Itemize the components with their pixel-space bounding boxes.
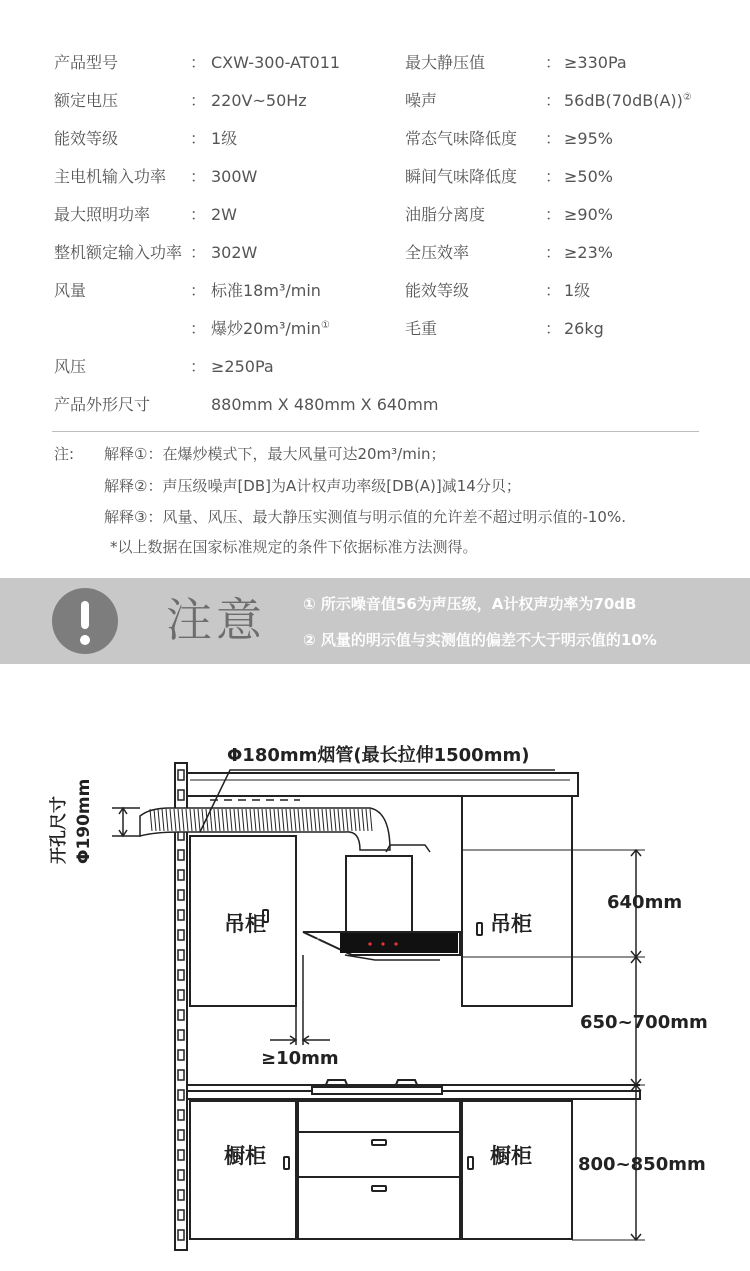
hood-brand: 万家乐 — [305, 939, 321, 945]
upper-cabinet-right-label: 吊柜 — [490, 912, 532, 936]
spec-value-left: 爆炒20m³/min① — [211, 319, 330, 338]
spec-label-left: 风量 — [54, 281, 87, 300]
spec-colon-right: ： — [545, 129, 562, 148]
spec-value-right: 1级 — [564, 281, 591, 300]
spec-value-left: 220V~50Hz — [211, 91, 307, 110]
note-3: 解释③：风量、风压、最大静压实测值与明示值的允许差不超过明示值的-10%. — [104, 508, 626, 526]
lower-cabinet-right-label: 橱柜 — [490, 1144, 532, 1168]
spec-row — [0, 53, 750, 91]
spec-label-right: 瞬间气味降低度 — [405, 167, 518, 186]
spec-value-right: ≥330Pa — [564, 53, 627, 72]
spec-value-right: ≥23% — [564, 243, 613, 262]
spec-label-left: 最大照明功率 — [54, 205, 151, 224]
spec-label-left: 主电机输入功率 — [54, 167, 167, 186]
spec-label-left: 产品外形尺寸 — [54, 395, 151, 414]
notes-prefix: 注: — [54, 445, 75, 463]
hole-label-2: Φ190mm — [74, 778, 94, 864]
spec-colon-left: ： — [190, 91, 207, 110]
lower-cabinet-right — [462, 1101, 572, 1239]
spec-colon-right: ： — [545, 91, 562, 110]
spec-colon-right: ： — [545, 319, 562, 338]
spec-colon-right: ： — [545, 53, 562, 72]
lower-cabinet-left-label: 橱柜 — [224, 1144, 266, 1168]
spec-label-left: 风压 — [54, 357, 87, 376]
spec-label-right: 能效等级 — [405, 281, 470, 300]
spec-label-right: 全压效率 — [405, 243, 470, 262]
spec-label-left: 额定电压 — [54, 91, 119, 110]
banner-line-1: ① 所示噪音值56为声压级，A计权声功率为70dB — [303, 595, 637, 613]
spec-label-left: 能效等级 — [54, 129, 119, 148]
spec-row — [0, 357, 750, 395]
drawer-unit — [298, 1101, 460, 1239]
spec-row — [0, 167, 750, 205]
spec-value-left: ≥250Pa — [211, 357, 274, 376]
gas-stove — [312, 1087, 442, 1094]
hole-label-1: 开孔尺寸 — [49, 796, 69, 864]
spec-label-right: 常态气味降低度 — [405, 129, 518, 148]
exclamation-icon — [52, 588, 118, 654]
spec-colon-right: ： — [545, 281, 562, 300]
spec-colon-left: ： — [190, 205, 207, 224]
pipe-label: Φ180mm烟管(最长拉伸1500mm) — [227, 745, 530, 766]
hood-body — [346, 856, 412, 936]
spec-colon-left: ： — [190, 167, 207, 186]
spec-value-right: ≥90% — [564, 205, 613, 224]
footnote-mark: ① — [320, 320, 330, 331]
note-2: 解释②：声压级噪声[DB]为A计权声功率级[DB(A)]减14分贝； — [104, 477, 521, 495]
spec-label-right: 噪声 — [405, 91, 438, 110]
lower-cabinet-left — [190, 1101, 296, 1239]
spec-colon-right: ： — [545, 243, 562, 262]
spec-value-left: 302W — [211, 243, 258, 262]
spec-colon-left: ： — [190, 319, 207, 338]
dim-counter-label: 800~850mm — [578, 1154, 706, 1175]
spec-value-right: 26kg — [564, 319, 604, 338]
spec-colon-right: ： — [545, 167, 562, 186]
spec-colon-left: ： — [190, 243, 207, 262]
spec-colon-left: ： — [190, 53, 207, 72]
spec-row — [0, 281, 750, 319]
spec-colon-right: ： — [545, 205, 562, 224]
spec-label-right: 油脂分离度 — [405, 205, 486, 224]
spec-value-right: ≥50% — [564, 167, 613, 186]
dim-height-label: 650~700mm — [580, 1012, 708, 1033]
spec-label-left: 整机额定输入功率 — [54, 243, 183, 262]
dim-hood-label: 640mm — [607, 892, 683, 913]
ceiling-board — [187, 773, 578, 796]
spec-label-left: 产品型号 — [54, 53, 119, 72]
spec-value-left: 880mm X 480mm X 640mm — [211, 395, 439, 414]
spec-value-right: ≥95% — [564, 129, 613, 148]
spec-row — [0, 205, 750, 243]
spec-value-left: 标准18m³/min — [211, 281, 321, 300]
spec-row — [0, 319, 750, 357]
installation-diagram — [0, 664, 750, 1271]
note-4: *以上数据在国家标准规定的条件下依据标准方法测得。 — [110, 538, 478, 556]
spec-value-left: CXW-300-AT011 — [211, 53, 341, 72]
spec-colon-left: ： — [190, 281, 207, 300]
spec-label-right: 毛重 — [405, 319, 438, 338]
spec-colon-left: ： — [190, 357, 207, 376]
spec-row — [0, 243, 750, 281]
spec-colon-left: ： — [190, 129, 207, 148]
footnote-mark: ② — [682, 92, 692, 103]
spec-row — [0, 91, 750, 129]
note-1: 解释①：在爆炒模式下，最大风量可达20m³/min； — [104, 445, 446, 463]
spec-value-left: 300W — [211, 167, 258, 186]
upper-cabinet-right — [462, 796, 572, 1006]
banner-line-2: ② 风量的明示值与实测值的偏差不大于明示值的10% — [303, 631, 657, 649]
gap-label: ≥10mm — [261, 1048, 339, 1069]
banner-title: 注意 — [166, 593, 266, 647]
spec-value-left: 1级 — [211, 129, 238, 148]
spec-value-left: 2W — [211, 205, 237, 224]
spec-row — [0, 395, 750, 433]
divider — [52, 431, 699, 432]
spec-row — [0, 129, 750, 167]
upper-cabinet-left-label: 吊柜 — [224, 912, 266, 936]
spec-value-right: 56dB(70dB(A))② — [564, 91, 692, 110]
caution-banner — [0, 578, 750, 664]
spec-label-right: 最大静压值 — [405, 53, 486, 72]
